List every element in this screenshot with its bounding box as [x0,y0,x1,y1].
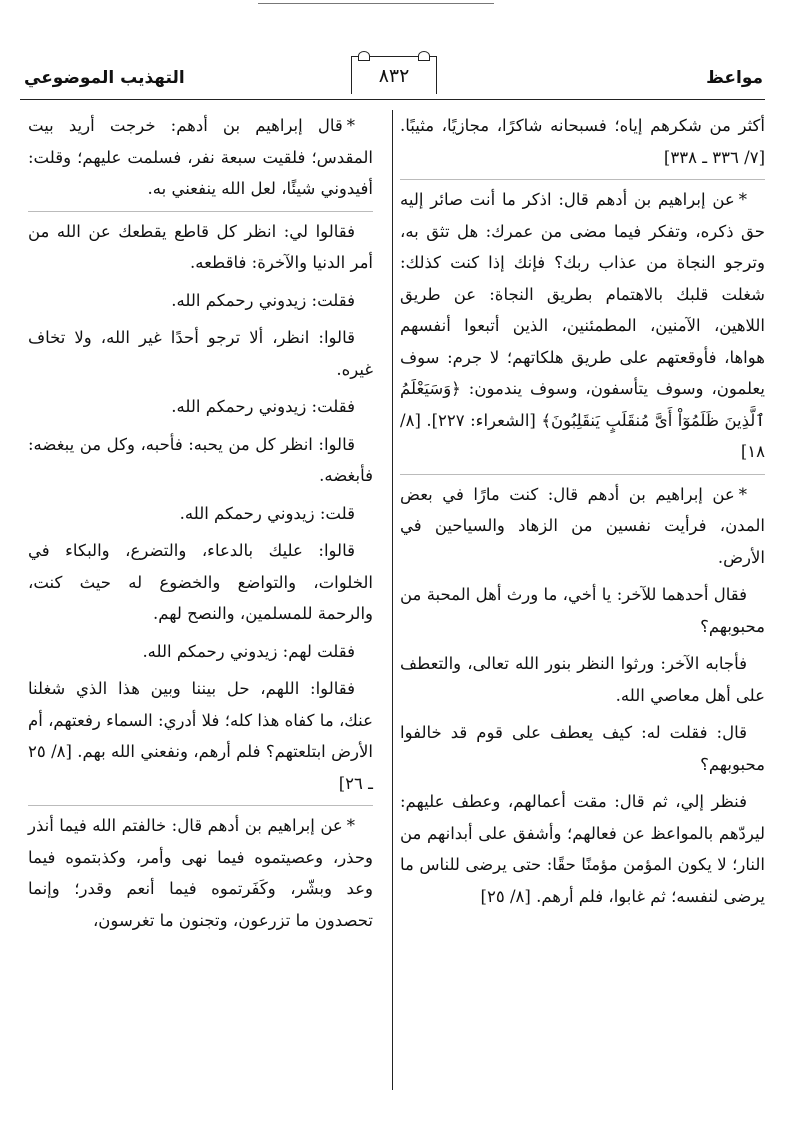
paragraph-text: قالوا: انظر، ألا ترجو أحدًا غير الله، ولا تخاف غيره. [28,328,373,379]
asterisk-icon: * [738,484,747,504]
paragraph [400,786,765,912]
page-header [20,56,765,100]
paragraph [28,636,373,668]
paragraph-text: عن إبراهيم بن أدهم قال: خالفتم الله فيما أنذر وحذر، وعصيتموه فيما نهى وأمر، وكذبتموه فيما وعد وبشّر، وكَفَرتموه فيما أنعم وقدر؛ وإنما تحصدون ما تزرعون، وتجنون ما تغرسون، [28,816,373,930]
left-column [28,110,373,1110]
paragraph [400,110,765,173]
paragraph-text: فقلت: زيدوني رحمكم الله. [171,397,355,416]
paragraph [28,391,373,423]
asterisk-icon: * [738,190,747,209]
paragraph-text: قال: فقلت له: كيف يعطف على قوم قد خالفوا محبوبهم؟ [400,723,765,774]
column-divider [392,110,393,1090]
paragraph-text: فقالوا: اللهم، حل بيننا وبين هذا الذي شغلنا عنك، ما كفاه هذا كله؛ فلا أدري: السماء رفعتهم، أم الأرض ابتلعتهم؟ فلم أرهم، ونفعني الله بهم. [٨/ ٢٥ ـ ٢٦] [28,679,373,793]
page-number: ٨٣٢ [378,65,410,87]
paragraph-text: فقلت: زيدوني رحمكم الله. [171,290,355,310]
section-title: مواعظ [706,68,763,88]
paragraph [400,579,765,642]
paragraph-text: فنظر إلي، ثم قال: مقت أعمالهم، وعطف عليهم: ليردّهم بالمواعظ عن فعالهم؛ وأشفق على أبدانهم من النار؛ لا يكون المؤمن مؤمنًا حقًا: حتى يرضى للناس ما يرضى لنفسه؛ ثم غابوا، فلم أرهم. [٨/ ٢٥] [400,792,765,906]
paragraph [400,179,765,468]
paragraph-text: قالوا: انظر كل من يحبه: فأحبه، وكل من يبغضه: فأبغضه. [28,434,373,485]
book-title: التهذيب الموضوعي [24,68,185,88]
paragraph-text: فقلت لهم: زيدوني رحمكم الله. [142,641,355,661]
paragraph [28,805,373,936]
paragraph [28,673,373,799]
paragraph [28,429,373,492]
paragraph-text: قالوا: عليك بالدعاء، والتضرع، والبكاء في الخلوات، والتواضع والخضوع له حيث كنت، والرحمة للمسلمين، والنصح لهم. [28,541,373,623]
paragraph [400,648,765,711]
right-column [400,110,765,1110]
paragraph-text: عن إبراهيم بن أدهم قال: كنت مارًا في بعض المدن، فرأيت نفسين من الزهاد والسياحين في الأرض. [400,484,765,567]
paragraph-text: فقالوا لي: انظر كل قاطع يقطعك عن الله من أمر الدنيا والآخرة: فاقطعه. [28,221,373,272]
paragraph [28,322,373,385]
paragraph-text: قلت: زيدوني رحمكم الله. [179,503,355,523]
asterisk-icon: * [346,816,355,835]
paragraph-text: عن إبراهيم بن أدهم قال: اذكر ما أنت صائر إليه حق ذكره، وتفكر فيما مضى من عمرك: هل تثق به، وترجو النجاة من عذاب ربك؟ فإنك إذا كنت كذلك: شغلت قلبك بالاهتمام بطريق النجاة: عن طريق اللاهين، الآمنين، المطمئنين، الذين أتبعوا أنفسهم هواها، فأوقعتهم على طريق هلكاتهم؛ لا جرم: سوف يعلمون، وسوف يتأسفون، وسوف يندمون: ﴿وَسَيَعْلَمُ ٱلَّذِينَ ظَلَمُوٓاْ أَىَّ مُنقَلَبٍ يَنقَلِبُونَ﴾ [الشعراء: ٢٢٧]. [٨/ ١٨] [400,190,765,461]
header-rule [20,99,765,101]
paragraph [400,474,765,574]
paragraph [28,535,373,630]
paragraph [28,285,373,317]
paragraph-text: فأجابه الآخر: ورثوا النظر بنور الله تعالى، والتعطف على أهل معاصي الله. [400,654,765,705]
page-number-frame [351,56,437,94]
top-rule [258,3,494,4]
paragraph-text: قال إبراهيم بن أدهم: خرجت أريد بيت المقدس؛ فلقيت سبعة نفر، فسلمت عليهم؛ وقلت: أفيدوني شيئًا، لعل الله ينفعني به. [28,116,373,198]
paragraph-text: فقال أحدهما للآخر: يا أخي، ما ورث أهل المحبة من محبوبهم؟ [400,585,765,636]
paragraph [28,498,373,530]
asterisk-icon: * [346,116,355,135]
paragraph-text: أكثر من شكرهم إياه؛ فسبحانه شاكرًا، مجازيًا، مثيبًا. [٧/ ٣٣٦ ـ ٣٣٨] [400,116,765,167]
paragraph [400,717,765,780]
paragraph [28,110,373,205]
paragraph [28,211,373,279]
